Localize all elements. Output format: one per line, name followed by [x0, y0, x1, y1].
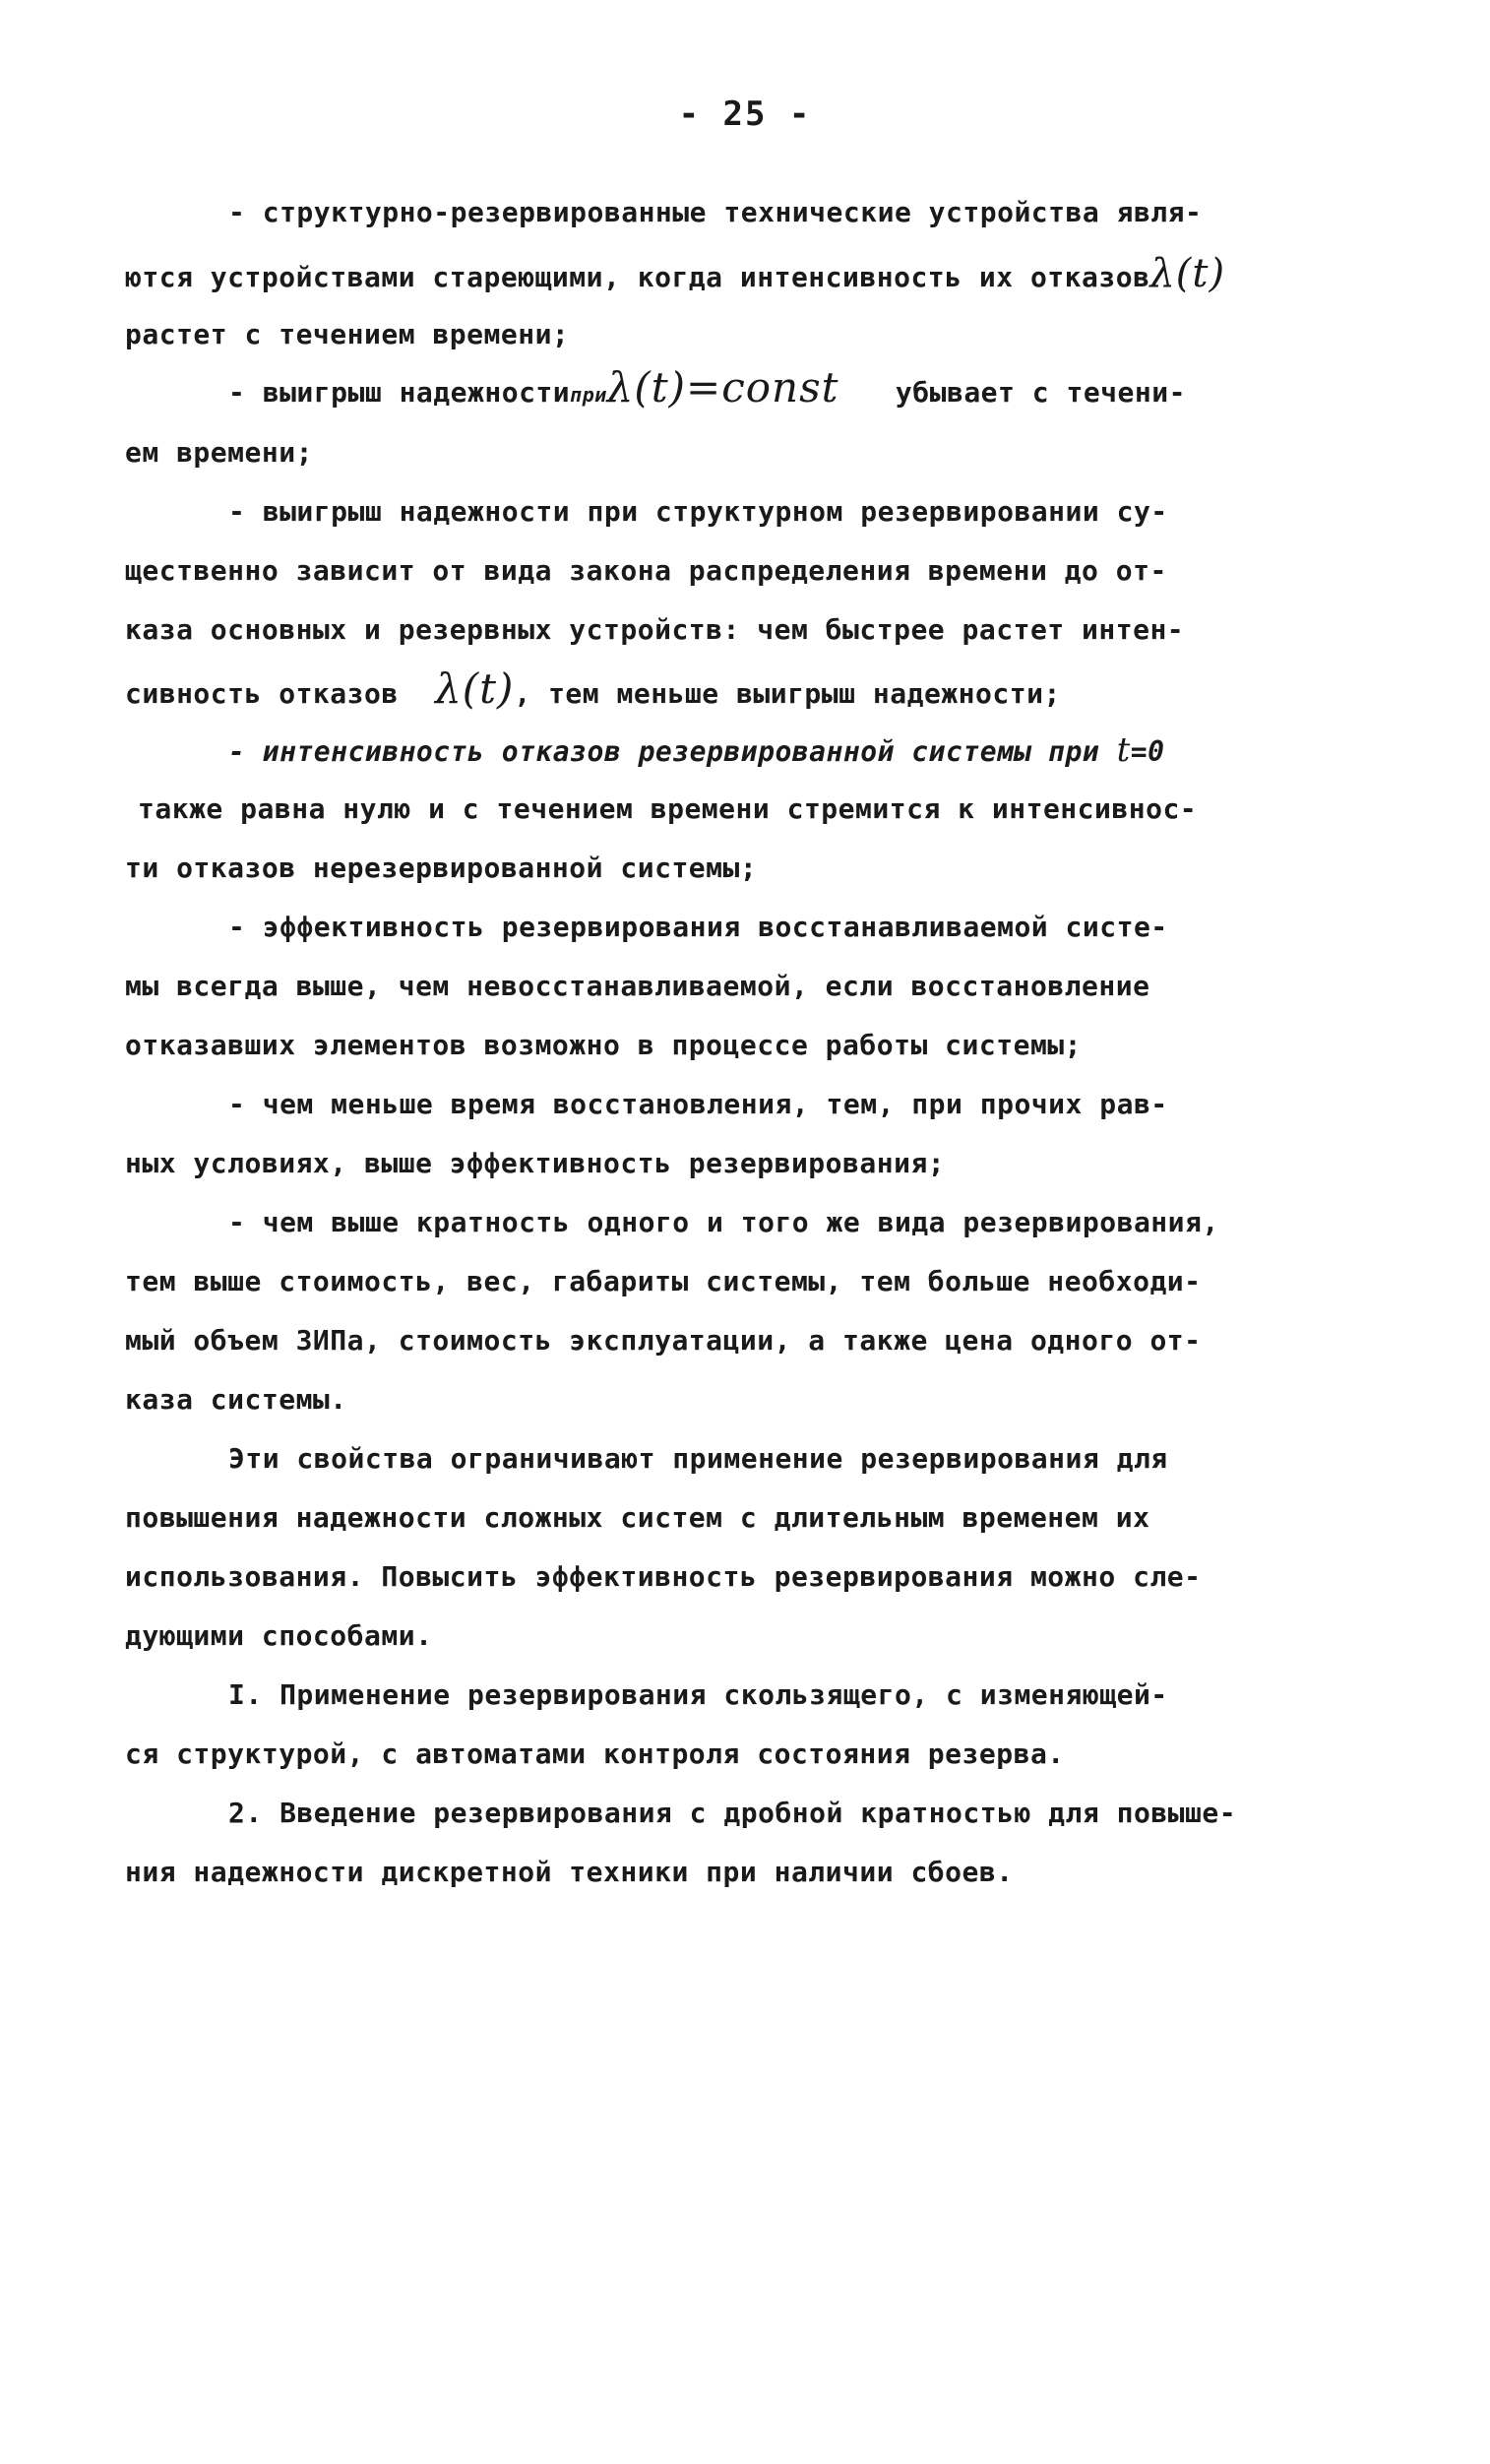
- text-line-7: щественно зависит от вида закона распределения времени до от-: [125, 554, 1167, 587]
- text-line-15: отказавших элементов возможно в процессе работы системы;: [125, 1029, 1083, 1061]
- text-line-16: - чем меньше время восстановления, тем, при прочих рав-: [228, 1088, 1168, 1120]
- text-line-4-end: убывает с течени-: [895, 376, 1186, 409]
- text-line-21: каза системы.: [125, 1383, 347, 1416]
- text-line-29: ния надежности дискретной техники при наличии сбоев.: [125, 1856, 1014, 1888]
- text-line-14: мы всегда выше, чем невосстанавливаемой, если восстановление: [125, 970, 1150, 1002]
- text-line-4-start: - выигрыш надежности: [228, 376, 571, 409]
- formula-t: t: [1116, 730, 1131, 770]
- text-line-22: Эти свойства ограничивают применение резервирования для: [228, 1442, 1168, 1475]
- text-line-17: ных условиях, выше эффективность резервирования;: [125, 1147, 946, 1179]
- text-line-9-start: сивность отказов: [125, 677, 399, 710]
- text-line-10-end: =0: [1130, 735, 1165, 768]
- text-line-10: [228, 730, 1164, 772]
- text-line-2-text: ются устройствами стареющими, когда интенсивность их отказов: [125, 261, 1150, 293]
- text-line-25: дующими способами.: [125, 1619, 433, 1652]
- text-line-18: - чем выше кратность одного и того же вида резервирования,: [228, 1206, 1219, 1238]
- text-line-13: - эффективность резервирования восстанавливаемой систе-: [228, 911, 1168, 943]
- text-line-26: I. Применение резервирования скользящего, с изменяющей-: [228, 1678, 1168, 1711]
- text-line-27: ся структурой, с автоматами контроля состояния резерва.: [125, 1737, 1065, 1770]
- formula-lambda-t: λ(t): [1149, 251, 1226, 296]
- text-line-2: [125, 251, 1226, 297]
- text-line-1: - структурно-резервированные технические устройства явля-: [228, 196, 1203, 228]
- text-line-9-end: , тем меньше выигрыш надежности;: [514, 677, 1061, 710]
- text-line-5: ем времени;: [125, 436, 313, 469]
- formula-lambda-const: λ(t)=const: [606, 363, 839, 411]
- text-line-24: использования. Повысить эффективность резервирования можно сле-: [125, 1560, 1202, 1593]
- text-line-4-pri: при: [570, 383, 607, 407]
- text-line-28: 2. Введение резервирования с дробной кратностью для повыше-: [228, 1797, 1237, 1829]
- formula-lambda-t-2: λ(t): [435, 664, 515, 713]
- text-line-9: [125, 664, 1061, 714]
- page-number: - 25 -: [678, 95, 812, 134]
- text-line-19: тем выше стоимость, вес, габариты системы, тем больше необходи-: [125, 1265, 1202, 1297]
- text-line-11: также равна нулю и с течением времени стремится к интенсивнос-: [138, 792, 1198, 825]
- text-line-4: [228, 363, 1186, 414]
- text-line-12: ти отказов нерезервированной системы;: [125, 852, 758, 884]
- text-line-6: - выигрыш надежности при структурном резервировании су-: [228, 495, 1168, 528]
- text-line-10-start: - интенсивность отказов резервированной системы при: [228, 735, 1100, 768]
- text-line-23: повышения надежности сложных систем с длительным временем их: [125, 1501, 1150, 1534]
- text-line-8: каза основных и резервных устройств: чем быстрее растет интен-: [125, 613, 1185, 646]
- text-line-20: мый объем ЗИПа, стоимость эксплуатации, а также цена одного от-: [125, 1324, 1202, 1357]
- text-line-3: растет с течением времени;: [125, 318, 570, 350]
